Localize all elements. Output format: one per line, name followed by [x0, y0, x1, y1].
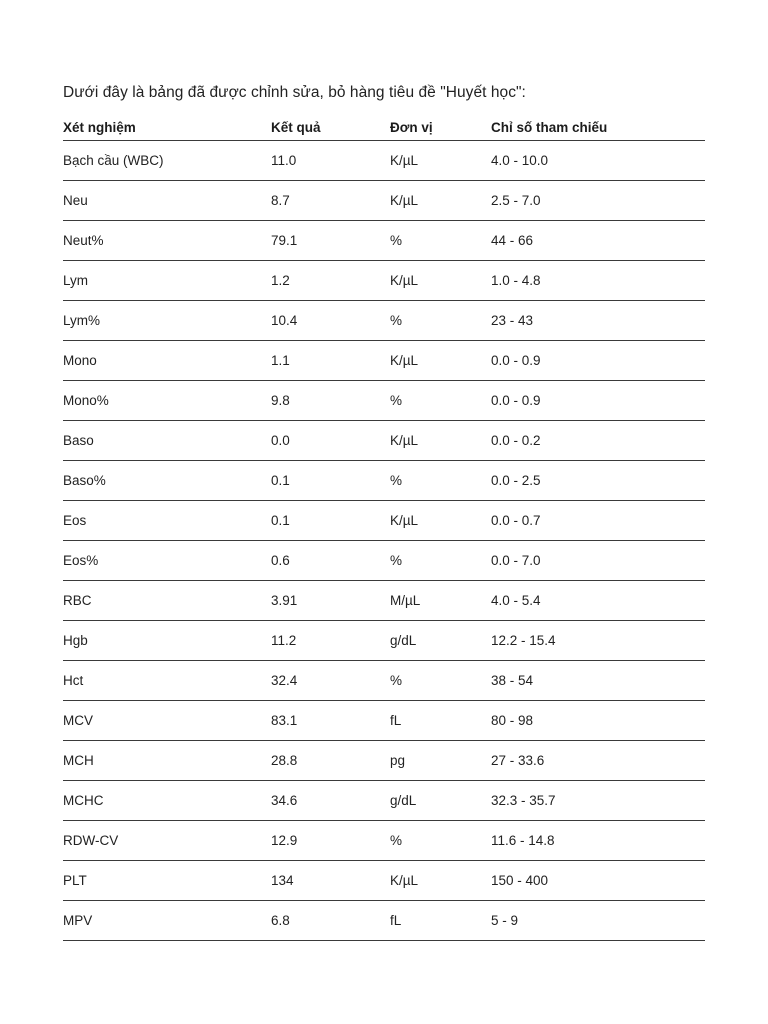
cell-result: 8.7 — [271, 181, 390, 221]
cell-reference-range: 0.0 - 0.9 — [491, 341, 705, 381]
cell-result: 0.1 — [271, 461, 390, 501]
cell-reference-range: 4.0 - 10.0 — [491, 141, 705, 181]
cell-unit: % — [390, 221, 491, 261]
cell-reference-range: 80 - 98 — [491, 701, 705, 741]
cell-result: 6.8 — [271, 901, 390, 941]
table-row — [63, 581, 705, 621]
cell-test-name: Mono% — [63, 381, 271, 421]
cell-result: 11.0 — [271, 141, 390, 181]
table-body — [63, 141, 705, 941]
cell-result: 0.1 — [271, 501, 390, 541]
cell-unit: K/µL — [390, 861, 491, 901]
table-row — [63, 821, 705, 861]
cell-unit: K/µL — [390, 141, 491, 181]
table-row — [63, 781, 705, 821]
cell-test-name: MCV — [63, 701, 271, 741]
table-row — [63, 381, 705, 421]
cell-result: 79.1 — [271, 221, 390, 261]
cell-result: 3.91 — [271, 581, 390, 621]
cell-unit: % — [390, 461, 491, 501]
cell-reference-range: 0.0 - 0.2 — [491, 421, 705, 461]
cell-test-name: Baso% — [63, 461, 271, 501]
table-row — [63, 141, 705, 181]
header-test-name: Xét nghiệm — [63, 114, 271, 141]
table-row — [63, 661, 705, 701]
cell-test-name: Lym% — [63, 301, 271, 341]
table-row — [63, 461, 705, 501]
cell-result: 1.2 — [271, 261, 390, 301]
cell-reference-range: 11.6 - 14.8 — [491, 821, 705, 861]
cell-unit: % — [390, 301, 491, 341]
cell-test-name: Eos — [63, 501, 271, 541]
cell-unit: fL — [390, 701, 491, 741]
cell-test-name: PLT — [63, 861, 271, 901]
table-row — [63, 261, 705, 301]
cell-unit: g/dL — [390, 781, 491, 821]
cell-test-name: Baso — [63, 421, 271, 461]
cell-result: 34.6 — [271, 781, 390, 821]
cell-test-name: Bạch cầu (WBC) — [63, 141, 271, 181]
cell-unit: K/µL — [390, 501, 491, 541]
table-row — [63, 341, 705, 381]
intro-text: Dưới đây là bảng đã được chỉnh sửa, bỏ hàng tiêu đề "Huyết học": — [63, 84, 526, 101]
cell-unit: M/µL — [390, 581, 491, 621]
cell-result: 28.8 — [271, 741, 390, 781]
cell-unit: % — [390, 381, 491, 421]
cell-reference-range: 38 - 54 — [491, 661, 705, 701]
table-row — [63, 181, 705, 221]
table-row — [63, 501, 705, 541]
cell-test-name: Neut% — [63, 221, 271, 261]
cell-unit: % — [390, 661, 491, 701]
cell-reference-range: 0.0 - 2.5 — [491, 461, 705, 501]
cell-test-name: Neu — [63, 181, 271, 221]
table-row — [63, 701, 705, 741]
cell-test-name: Hct — [63, 661, 271, 701]
header-result: Kết quả — [271, 114, 390, 141]
cell-reference-range: 150 - 400 — [491, 861, 705, 901]
cell-result: 0.0 — [271, 421, 390, 461]
cell-result: 1.1 — [271, 341, 390, 381]
header-unit: Đơn vị — [390, 114, 491, 141]
cell-result: 83.1 — [271, 701, 390, 741]
cell-result: 11.2 — [271, 621, 390, 661]
cell-unit: K/µL — [390, 261, 491, 301]
cell-test-name: RDW-CV — [63, 821, 271, 861]
cell-test-name: MCH — [63, 741, 271, 781]
header-reference-range: Chỉ số tham chiếu — [491, 114, 705, 141]
cell-test-name: MCHC — [63, 781, 271, 821]
cell-unit: K/µL — [390, 181, 491, 221]
cell-reference-range: 1.0 - 4.8 — [491, 261, 705, 301]
table-row — [63, 861, 705, 901]
cell-reference-range: 4.0 - 5.4 — [491, 581, 705, 621]
cell-result: 0.6 — [271, 541, 390, 581]
cell-reference-range: 0.0 - 0.7 — [491, 501, 705, 541]
cell-unit: g/dL — [390, 621, 491, 661]
cell-test-name: Eos% — [63, 541, 271, 581]
table-row — [63, 901, 705, 941]
table-row — [63, 741, 705, 781]
table-row — [63, 621, 705, 661]
table-row — [63, 221, 705, 261]
cell-result: 134 — [271, 861, 390, 901]
cell-reference-range: 0.0 - 7.0 — [491, 541, 705, 581]
cell-result: 9.8 — [271, 381, 390, 421]
cell-unit: K/µL — [390, 341, 491, 381]
cell-reference-range: 0.0 - 0.9 — [491, 381, 705, 421]
cell-reference-range: 2.5 - 7.0 — [491, 181, 705, 221]
cell-reference-range: 44 - 66 — [491, 221, 705, 261]
cell-reference-range: 27 - 33.6 — [491, 741, 705, 781]
cell-reference-range: 12.2 - 15.4 — [491, 621, 705, 661]
table-row — [63, 301, 705, 341]
cell-result: 12.9 — [271, 821, 390, 861]
cell-result: 32.4 — [271, 661, 390, 701]
cell-unit: % — [390, 821, 491, 861]
cell-unit: fL — [390, 901, 491, 941]
cell-unit: K/µL — [390, 421, 491, 461]
cell-reference-range: 32.3 - 35.7 — [491, 781, 705, 821]
cell-test-name: Mono — [63, 341, 271, 381]
cell-test-name: MPV — [63, 901, 271, 941]
cell-reference-range: 23 - 43 — [491, 301, 705, 341]
cell-test-name: RBC — [63, 581, 271, 621]
table-header-row — [63, 114, 705, 141]
cell-result: 10.4 — [271, 301, 390, 341]
cell-unit: pg — [390, 741, 491, 781]
cell-unit: % — [390, 541, 491, 581]
lab-results-table — [63, 114, 705, 941]
cell-test-name: Hgb — [63, 621, 271, 661]
table-row — [63, 541, 705, 581]
cell-test-name: Lym — [63, 261, 271, 301]
cell-reference-range: 5 - 9 — [491, 901, 705, 941]
table-row — [63, 421, 705, 461]
